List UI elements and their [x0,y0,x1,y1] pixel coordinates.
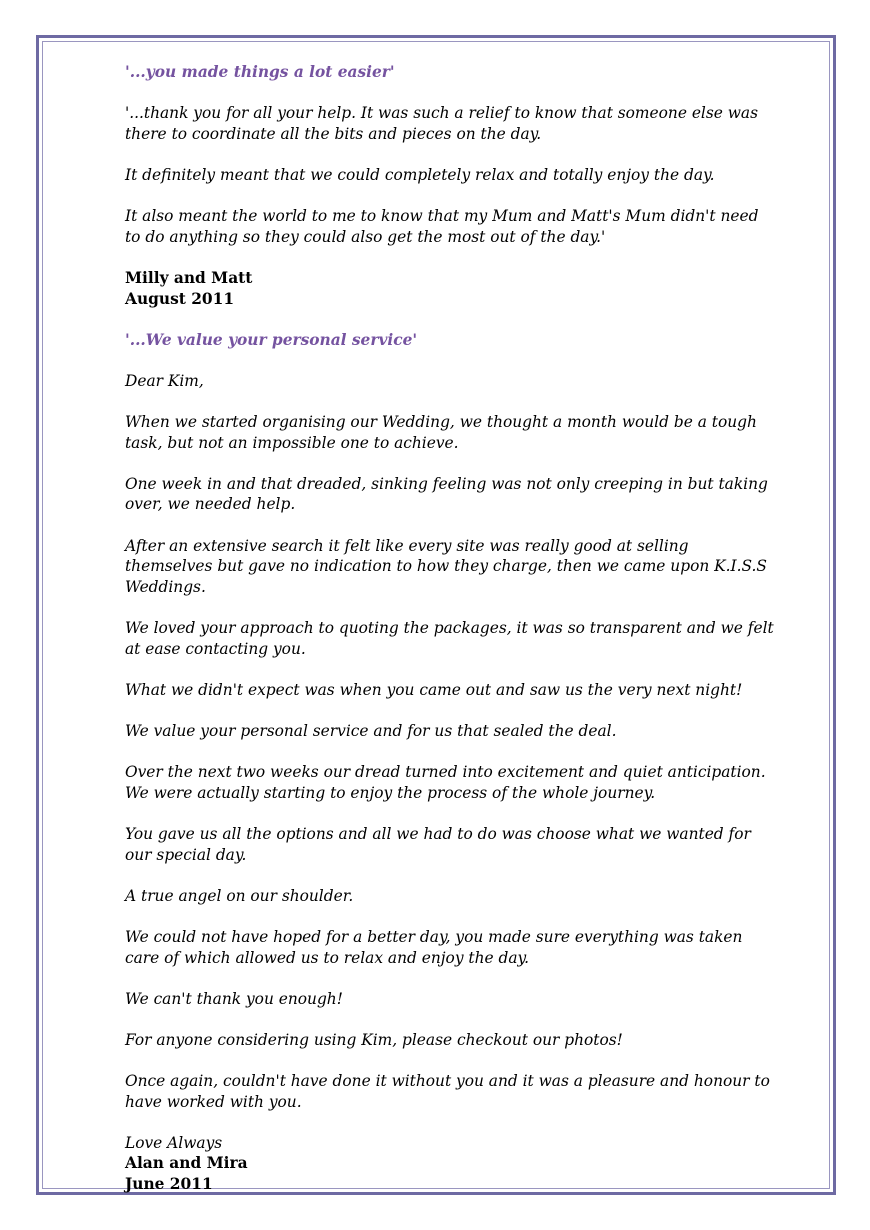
testimonial-2-paragraph: For anyone considering using Kim, please checkout our photos! [125,1030,623,1049]
testimonial-2-paragraph: We can't thank you enough! [125,989,343,1008]
testimonial-1-paragraph: It also meant the world to me to know that my Mum and Matt's Mum didn't need to do anything so they could also get the most out of the day.' [125,207,759,246]
testimonial-2-paragraph: We could not have hoped for a better day, you made sure everything was taken care of which allowed us to relax and enjoy the day. [125,927,743,967]
testimonial-1-signature-date: August 2011 [125,289,235,308]
testimonial-2-closing: Love Always [125,1133,223,1152]
testimonial-1-headline: '...you made things a lot easier' [125,63,395,81]
testimonial-2-paragraph: After an extensive search it felt like every site was really good at selling themselves but gave no indication to how they charge, then we came upon K.I.S.S Weddings. [125,536,767,596]
testimonial-2-paragraph: When we started organising our Wedding, we thought a month would be a tough task, but not an impossible one to achieve. [125,413,757,452]
testimonial-1-paragraph: It definitely meant that we could completely relax and totally enjoy the day. [125,165,715,184]
testimonial-2-paragraph: We value your personal service and for us that sealed the deal. [125,722,617,740]
testimonial-1-signature-name: Milly and Matt [125,268,253,287]
testimonial-2-signature-date: June 2011 [125,1175,213,1194]
testimonial-2-paragraph: Once again, couldn't have done it without you and it was a pleasure and honour to have worked with you. [125,1072,770,1111]
testimonial-2-signature [125,1133,775,1195]
testimonial-2-salutation: Dear Kim, [125,371,204,390]
testimonial-2-paragraph: What we didn't expect was when you came out and saw us the very next night! [125,680,743,699]
testimonial-2-paragraph: A true angel on our shoulder. [125,886,354,905]
testimonial-1-signature [125,268,775,309]
testimonial-2-paragraph: Over the next two weeks our dread turned into excitement and quiet anticipation. We were actually starting to enjoy the process of the whole journey. [125,763,766,802]
testimonial-2-paragraph: We loved your approach to quoting the packages, it was so transparent and we felt at ease contacting you. [125,619,774,658]
testimonial-2-paragraph: You gave us all the options and all we had to do was choose what we wanted for our special day. [125,824,751,864]
testimonial-1-paragraph: '...thank you for all your help. It was such a relief to know that someone else was there to coordinate all the bits and pieces on the day. [125,104,758,143]
testimonial-2-headline: '...We value your personal service' [125,330,418,349]
document-body [125,62,775,1215]
testimonial-2-signature-name: Alan and Mira [125,1154,248,1173]
testimonial-2-paragraph: One week in and that dreaded, sinking feeling was not only creeping in but taking over, we needed help. [125,474,768,514]
